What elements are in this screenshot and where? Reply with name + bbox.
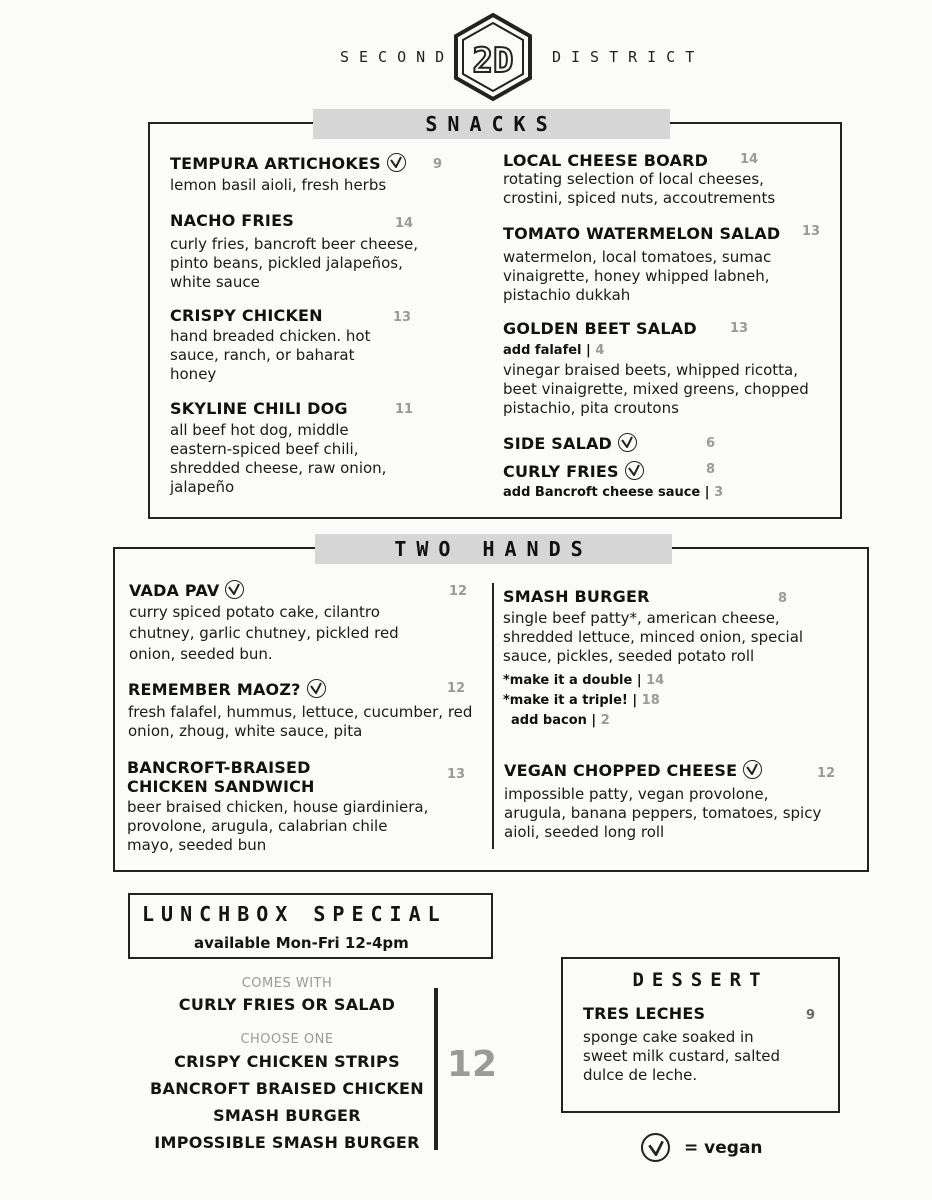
item-name: SIDE SALAD [503, 434, 613, 453]
item-name: VEGAN CHOPPED CHEESE [504, 761, 738, 780]
choice-item: SMASH BURGER [213, 1106, 361, 1125]
item-desc: sponge cake soaked in sweet milk custard, salted dulce de leche. [583, 1028, 780, 1084]
menu-item [503, 319, 833, 418]
item-desc: all beef hot dog, middle eastern-spiced beef chili, shredded cheese, raw onion, jalapeño [170, 421, 387, 496]
item-desc: lemon basil aioli, fresh herbs [170, 176, 387, 194]
brand-left: SECOND [340, 48, 455, 66]
choice-item: BANCROFT BRAISED CHICKEN [150, 1079, 424, 1098]
menu-item [504, 760, 824, 842]
item-price: 11 [395, 402, 414, 417]
choice-item: IMPOSSIBLE SMASH BURGER [154, 1133, 420, 1152]
item-name: TRES LECHES [583, 1004, 706, 1023]
column-divider [492, 583, 494, 849]
add-on-price: 18 [641, 693, 660, 708]
add-on-label: *make it a double | [503, 673, 642, 688]
comes-with-label: COMES WITH [241, 976, 333, 991]
choose-one-label: CHOOSE ONE [240, 1032, 334, 1047]
add-on-price: 3 [714, 485, 724, 500]
lunchbox-choices [137, 1048, 437, 1156]
item-desc: curly fries, bancroft beer cheese, pinto beans, pickled jalapeños, white sauce [170, 235, 419, 291]
item-price: 13 [447, 767, 466, 782]
menu-item [503, 224, 823, 305]
item-price: 13 [730, 321, 749, 336]
menu-item [503, 461, 803, 503]
item-price: 12 [447, 681, 466, 696]
item-name: REMEMBER MAOZ? [128, 680, 301, 699]
item-price: 12 [449, 584, 468, 599]
menu-item [129, 580, 449, 665]
add-on-price: 2 [600, 713, 610, 728]
logo-mark: 2D [472, 41, 514, 81]
menu-item [170, 211, 420, 292]
item-price: 9 [806, 1008, 816, 1023]
comes-with-value: CURLY FRIES OR SALAD [178, 995, 396, 1014]
menu-item [503, 151, 828, 208]
menu-item [170, 306, 380, 384]
menu-item [503, 433, 703, 453]
item-price: 14 [395, 216, 414, 231]
legend-text: = vegan [684, 1137, 763, 1158]
item-name: CRISPY CHICKEN [170, 306, 323, 325]
item-name: SKYLINE CHILI DOG [170, 399, 348, 418]
dessert-heading: DESSERT [632, 969, 769, 991]
item-desc: fresh falafel, hummus, lettuce, cucumber, red onion, zhoug, white sauce, pita [128, 703, 473, 740]
vegan-icon [307, 679, 326, 698]
item-price: 13 [802, 224, 821, 239]
item-price: 14 [740, 152, 759, 167]
item-name: BANCROFT-BRAISED CHICKEN SANDWICH [127, 758, 315, 796]
vegan-icon [225, 580, 244, 599]
item-desc: vinegar braised beets, whipped ricotta, beet vinaigrette, mixed greens, chopped pistachio, pita croutons [503, 361, 809, 417]
item-desc: impossible patty, vegan provolone, arugula, banana peppers, tomatoes, spicy aioli, seeded long roll [504, 785, 822, 841]
menu-item [127, 758, 432, 855]
item-price: 6 [706, 436, 716, 451]
menu-item [128, 679, 478, 741]
item-price: 8 [706, 462, 716, 477]
lunchbox-availability: available Mon-Fri 12-4pm [194, 934, 409, 952]
lunchbox-price: 12 [447, 1044, 498, 1085]
vegan-legend [641, 1133, 763, 1162]
item-name: NACHO FRIES [170, 211, 294, 230]
item-name: CURLY FRIES [503, 462, 619, 481]
item-desc: hand breaded chicken. hot sauce, ranch, or baharat honey [170, 327, 371, 383]
lunchbox-title: LUNCHBOX SPECIAL [142, 902, 447, 926]
item-desc: beer braised chicken, house giardiniera, provolone, arugula, calabrian chile mayo, seeded bun [127, 798, 429, 854]
add-on-price: 4 [595, 343, 605, 358]
menu-item [503, 587, 848, 731]
choice-item: CRISPY CHICKEN STRIPS [174, 1052, 400, 1071]
item-desc: watermelon, local tomatoes, sumac vinaigrette, honey whipped labneh, pistachio dukkah [503, 248, 772, 304]
add-on-price: 14 [646, 673, 665, 688]
item-name: LOCAL CHEESE BOARD [503, 151, 709, 170]
lunchbox-divider [434, 988, 438, 1150]
vegan-icon [618, 433, 637, 452]
vegan-icon [387, 153, 406, 172]
two-hands-heading: TWO HANDS [315, 534, 672, 564]
item-desc: curry spiced potato cake, cilantro chutney, garlic chutney, pickled red onion, seeded bun. [129, 603, 399, 663]
item-name: SMASH BURGER [503, 587, 650, 606]
menu-item [583, 1004, 793, 1085]
add-on-label: add Bancroft cheese sauce | [503, 485, 710, 500]
item-name: TEMPURA ARTICHOKES [170, 154, 381, 173]
item-desc: rotating selection of local cheeses, crostini, spiced nuts, accoutrements [503, 170, 776, 207]
hexagon-logo-icon [452, 12, 534, 102]
menu-item [170, 399, 405, 497]
add-on-label: add falafel | [503, 343, 591, 358]
brand-right: DISTRICT [552, 48, 705, 66]
vegan-icon [625, 461, 644, 480]
snacks-heading: SNACKS [313, 109, 670, 139]
add-on-label: *make it a triple! | [503, 693, 638, 708]
item-price: 9 [433, 157, 443, 172]
item-price: 12 [817, 766, 836, 781]
item-name: GOLDEN BEET SALAD [503, 319, 697, 338]
item-price: 8 [778, 591, 788, 606]
vegan-icon [743, 760, 762, 779]
brand-header [0, 8, 932, 108]
add-on-label: add bacon | [511, 713, 597, 728]
item-name: TOMATO WATERMELON SALAD [503, 224, 781, 243]
item-desc: single beef patty*, american cheese, shredded lettuce, minced onion, special sauce, pickles, seeded potato roll [503, 609, 804, 665]
item-price: 13 [393, 310, 412, 325]
item-name: VADA PAV [129, 581, 220, 600]
vegan-icon [641, 1133, 670, 1162]
